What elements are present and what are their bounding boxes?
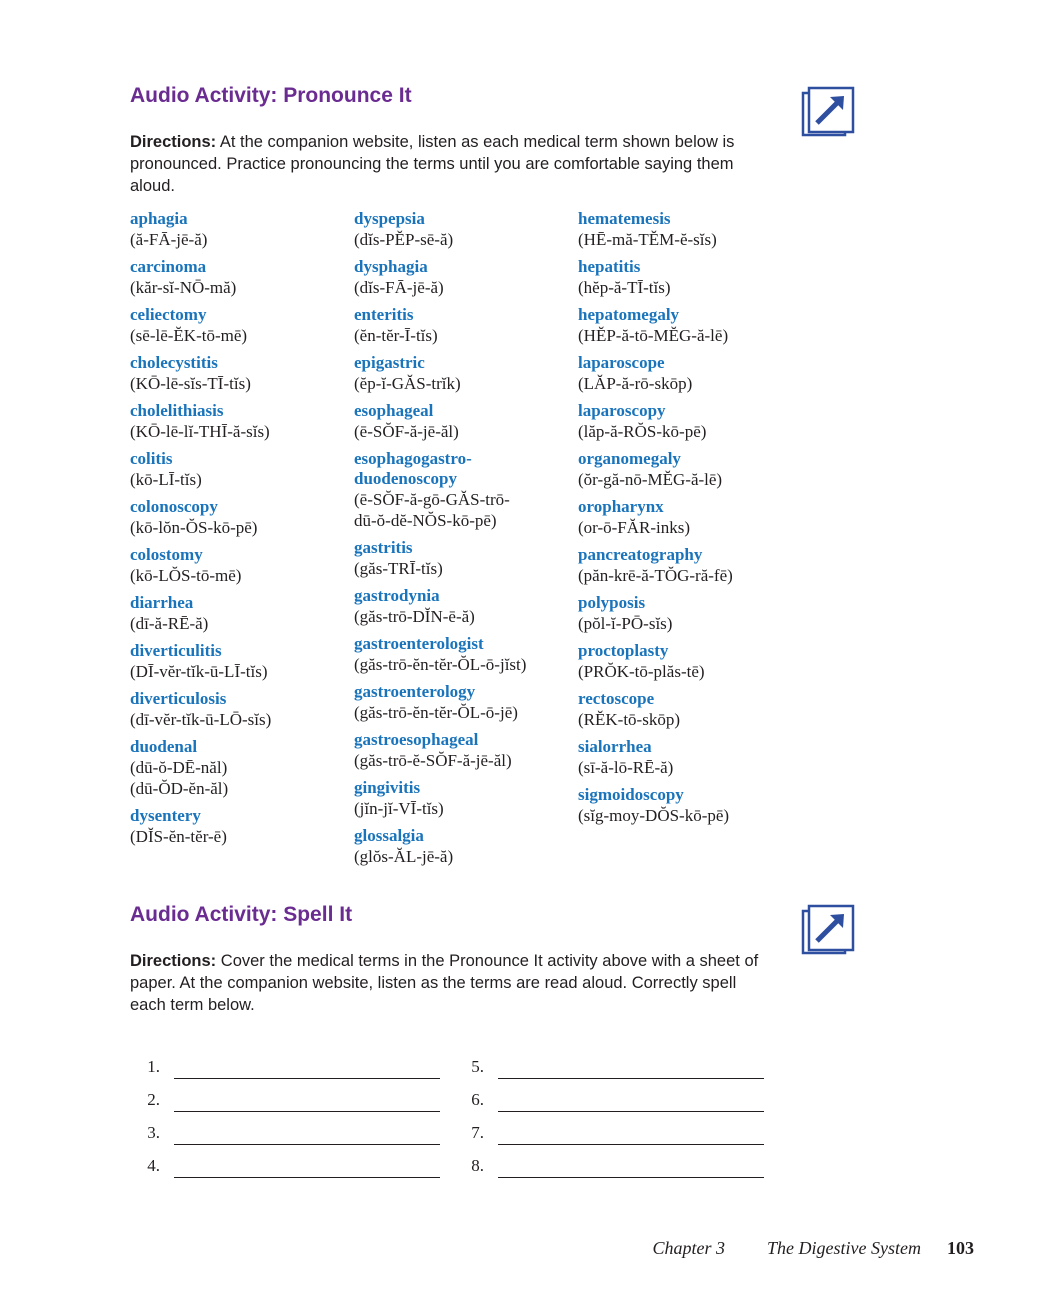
terms-column-2 (354, 209, 574, 874)
term-word[interactable]: gastroenterologist (354, 634, 484, 653)
term-pronunciation: (or-ō-FĂR-inks) (578, 518, 691, 537)
term-word[interactable]: epigastric (354, 353, 425, 372)
term-entry (130, 353, 350, 394)
terms-column-1 (130, 209, 350, 854)
term-entry (130, 209, 350, 250)
answer-field[interactable] (174, 1087, 440, 1112)
page-footer (653, 1238, 974, 1259)
term-entry (578, 689, 798, 730)
directions-text: At the companion website, listen as each medical term shown below is pronounced. Practice pronouncing the terms until you are comfortable saying them aloud. (130, 133, 735, 195)
answer-number: 5. (471, 1057, 484, 1076)
term-entry (354, 586, 574, 627)
spell-directions (130, 950, 760, 1016)
term-pronunciation: (găs-trō-ĕ-SŎF-ă-jē-ăl) (354, 751, 512, 770)
chapter-label: Chapter 3 (652, 1238, 726, 1258)
term-entry (130, 497, 350, 538)
answer-field[interactable] (498, 1054, 764, 1079)
term-entry (130, 593, 350, 634)
term-pronunciation: (glŏs-ĂL-jē-ă) (354, 847, 454, 866)
spell-section-title: Audio Activity: Spell It (130, 903, 353, 926)
directions-label: Directions: (130, 952, 217, 970)
term-word[interactable]: gingivitis (354, 778, 421, 797)
pronounce-section-title: Audio Activity: Pronounce It (130, 84, 412, 107)
terms-column-3 (578, 209, 798, 833)
answer-number: 7. (471, 1123, 484, 1142)
term-word[interactable]: carcinoma (130, 257, 207, 276)
term-pronunciation: (sī-ă-lō-RĒ-ă) (578, 758, 674, 777)
term-entry (578, 545, 798, 586)
answer-row (130, 1145, 440, 1178)
term-pronunciation: (dī-ă-RĒ-ă) (130, 614, 209, 633)
term-word[interactable]: esophageal (354, 401, 434, 420)
term-word[interactable]: sigmoidoscopy (578, 785, 684, 804)
term-pronunciation: (jĭn-jĭ-VĪ-tĭs) (354, 799, 444, 818)
term-word[interactable]: esophagogastro- (354, 449, 472, 468)
term-entry (578, 737, 798, 778)
term-pronunciation: (kăr-sĭ-NŌ-mă) (130, 278, 237, 297)
term-entry (130, 737, 350, 799)
pronounce-directions (130, 131, 780, 197)
term-pronunciation: (DĬS-ĕn-tĕr-ē) (130, 827, 227, 846)
answer-number: 2. (147, 1090, 160, 1109)
term-pronunciation: dū-ŏ-dĕ-NŎS-kō-pē) (354, 511, 497, 530)
term-entry (130, 641, 350, 682)
blanks-column-2 (454, 1046, 764, 1178)
answer-row (130, 1112, 440, 1145)
term-pronunciation: (găs-trō-ĕn-tĕr-ŎL-ō-jĭst) (354, 655, 527, 674)
term-entry (578, 209, 798, 250)
term-word[interactable]: gastrodynia (354, 586, 440, 605)
term-entry (130, 806, 350, 847)
term-word[interactable]: glossalgia (354, 826, 424, 845)
answer-row (454, 1112, 764, 1145)
answer-field[interactable] (498, 1153, 764, 1178)
answer-row (130, 1046, 440, 1079)
term-pronunciation: (kō-lŏn-ŎS-kō-pē) (130, 518, 258, 537)
term-entry (578, 497, 798, 538)
term-pronunciation: (ŏr-gă-nō-MĔG-ă-lē) (578, 470, 723, 489)
term-word[interactable]: duodenal (130, 737, 198, 756)
term-word[interactable]: gastritis (354, 538, 413, 557)
answer-row (454, 1079, 764, 1112)
term-entry (354, 730, 574, 771)
term-pronunciation: (lăp-ă-RŎS-kō-pē) (578, 422, 707, 441)
term-entry (354, 209, 574, 250)
term-pronunciation: (ē-SŎF-ă-jē-ăl) (354, 422, 459, 441)
term-entry (578, 257, 798, 298)
term-pronunciation: (sĭg-moy-DŎS-kō-pē) (578, 806, 730, 825)
term-entry (578, 641, 798, 682)
term-word[interactable]: hepatitis (578, 257, 641, 276)
term-word[interactable]: aphagia (130, 209, 188, 228)
term-word[interactable]: hematemesis (578, 209, 671, 228)
answer-field[interactable] (174, 1054, 440, 1079)
term-pronunciation: (găs-trō-ĕn-tĕr-ŎL-ō-jē) (354, 703, 518, 722)
term-entry (354, 682, 574, 723)
term-entry (130, 305, 350, 346)
term-entry (354, 257, 574, 298)
term-word[interactable]: celiectomy (130, 305, 207, 324)
answer-number: 1. (147, 1057, 160, 1076)
term-entry (354, 449, 574, 531)
term-entry (578, 593, 798, 634)
answer-field[interactable] (498, 1120, 764, 1145)
term-entry (354, 305, 574, 346)
chapter-title: The Digestive System (767, 1238, 921, 1258)
answer-field[interactable] (174, 1120, 440, 1145)
page-number: 103 (947, 1238, 974, 1258)
term-pronunciation: (găs-trō-DĬN-ē-ă) (354, 607, 475, 626)
term-pronunciation: (KŌ-lē-lĭ-THĪ-ă-sĭs) (130, 422, 270, 441)
blanks-column-1 (130, 1046, 440, 1178)
answer-number: 3. (147, 1123, 160, 1142)
term-pronunciation: (PRŎK-tō-plăs-tē) (578, 662, 705, 681)
term-word[interactable]: rectoscope (578, 689, 655, 708)
term-word[interactable]: hepatomegaly (578, 305, 680, 324)
term-word[interactable]: cholecystitis (130, 353, 218, 372)
term-entry (130, 545, 350, 586)
term-pronunciation: (sē-lē-ĔK-tō-mē) (130, 326, 248, 345)
term-word[interactable]: colonoscopy (130, 497, 218, 516)
term-pronunciation: (kō-LŎS-tō-mē) (130, 566, 242, 585)
term-word[interactable]: organomegaly (578, 449, 681, 468)
term-word[interactable]: gastroenterology (354, 682, 476, 701)
answer-row (454, 1046, 764, 1079)
term-pronunciation: (ĕp-ĭ-GĂS-trĭk) (354, 374, 461, 393)
term-pronunciation: (găs-TRĪ-tĭs) (354, 559, 443, 578)
term-word[interactable]: dysphagia (354, 257, 428, 276)
term-entry (354, 401, 574, 442)
term-pronunciation: (ē-SŎF-ă-gō-GĂS-trō- (354, 490, 510, 509)
answer-number: 6. (471, 1090, 484, 1109)
term-pronunciation: (pŏl-ĭ-PŌ-sĭs) (578, 614, 673, 633)
term-entry (130, 449, 350, 490)
term-word[interactable]: colostomy (130, 545, 203, 564)
term-pronunciation: (RĔK-tō-skōp) (578, 710, 680, 729)
term-pronunciation: (hĕp-ă-TĪ-tĭs) (578, 278, 671, 297)
term-entry (130, 257, 350, 298)
term-word[interactable]: polyposis (578, 593, 646, 612)
answer-row (454, 1145, 764, 1178)
term-entry (130, 401, 350, 442)
term-word[interactable]: duodenoscopy (354, 469, 457, 488)
answer-field[interactable] (174, 1153, 440, 1178)
term-pronunciation: (LĂP-ă-rō-skōp) (578, 374, 693, 393)
term-entry (354, 778, 574, 819)
term-word[interactable]: dysentery (130, 806, 201, 825)
term-pronunciation: (KŌ-lē-sĭs-TĪ-tĭs) (130, 374, 251, 393)
term-pronunciation: (dī-vĕr-tĭk-ū-LŌ-sĭs) (130, 710, 272, 729)
term-word[interactable]: cholelithiasis (130, 401, 224, 420)
term-word[interactable]: diverticulitis (130, 641, 222, 660)
term-pronunciation: (ă-FĀ-jē-ă) (130, 230, 208, 249)
term-entry (354, 353, 574, 394)
term-pronunciation: (dĭs-PĔP-sē-ă) (354, 230, 454, 249)
external-link-icon[interactable] (800, 904, 856, 960)
external-link-icon[interactable] (800, 86, 856, 142)
answer-row (130, 1079, 440, 1112)
term-entry (354, 826, 574, 867)
term-word[interactable]: dyspepsia (354, 209, 425, 228)
term-word[interactable]: sialorrhea (578, 737, 652, 756)
answer-field[interactable] (498, 1087, 764, 1112)
term-word[interactable]: diarrhea (130, 593, 194, 612)
term-entry (578, 785, 798, 826)
term-word[interactable]: gastroesophageal (354, 730, 479, 749)
directions-text: Cover the medical terms in the Pronounce It activity above with a sheet of paper. At the companion website, listen as the terms are read aloud. Correctly spell each term below. (130, 952, 759, 1014)
term-word[interactable]: laparoscope (578, 353, 665, 372)
term-pronunciation: (ĕn-tĕr-Ī-tĭs) (354, 326, 438, 345)
term-word[interactable]: laparoscopy (578, 401, 666, 420)
term-entry (354, 634, 574, 675)
term-pronunciation: (dū-ŏ-DĒ-năl) (130, 758, 228, 777)
term-entry (130, 689, 350, 730)
term-entry (354, 538, 574, 579)
term-pronunciation: (păn-krē-ă-TŎG-ră-fē) (578, 566, 733, 585)
directions-label: Directions: (130, 133, 217, 151)
term-pronunciation: (dū-ŎD-ĕn-ăl) (130, 779, 229, 798)
term-pronunciation: (HĔP-ă-tō-MĔG-ă-lē) (578, 326, 729, 345)
term-pronunciation: (HĒ-mă-TĔM-ĕ-sĭs) (578, 230, 717, 249)
answer-number: 4. (147, 1156, 160, 1175)
term-entry (578, 401, 798, 442)
term-entry (578, 449, 798, 490)
answer-number: 8. (471, 1156, 484, 1175)
term-pronunciation: (kō-LĪ-tĭs) (130, 470, 202, 489)
term-word[interactable]: diverticulosis (130, 689, 227, 708)
term-word[interactable]: enteritis (354, 305, 414, 324)
term-word[interactable]: oropharynx (578, 497, 664, 516)
term-pronunciation: (dĭs-FĀ-jē-ă) (354, 278, 444, 297)
term-entry (578, 305, 798, 346)
term-pronunciation: (DĪ-vĕr-tĭk-ū-LĪ-tĭs) (130, 662, 268, 681)
term-word[interactable]: pancreatography (578, 545, 703, 564)
term-word[interactable]: proctoplasty (578, 641, 669, 660)
term-word[interactable]: colitis (130, 449, 173, 468)
term-entry (578, 353, 798, 394)
